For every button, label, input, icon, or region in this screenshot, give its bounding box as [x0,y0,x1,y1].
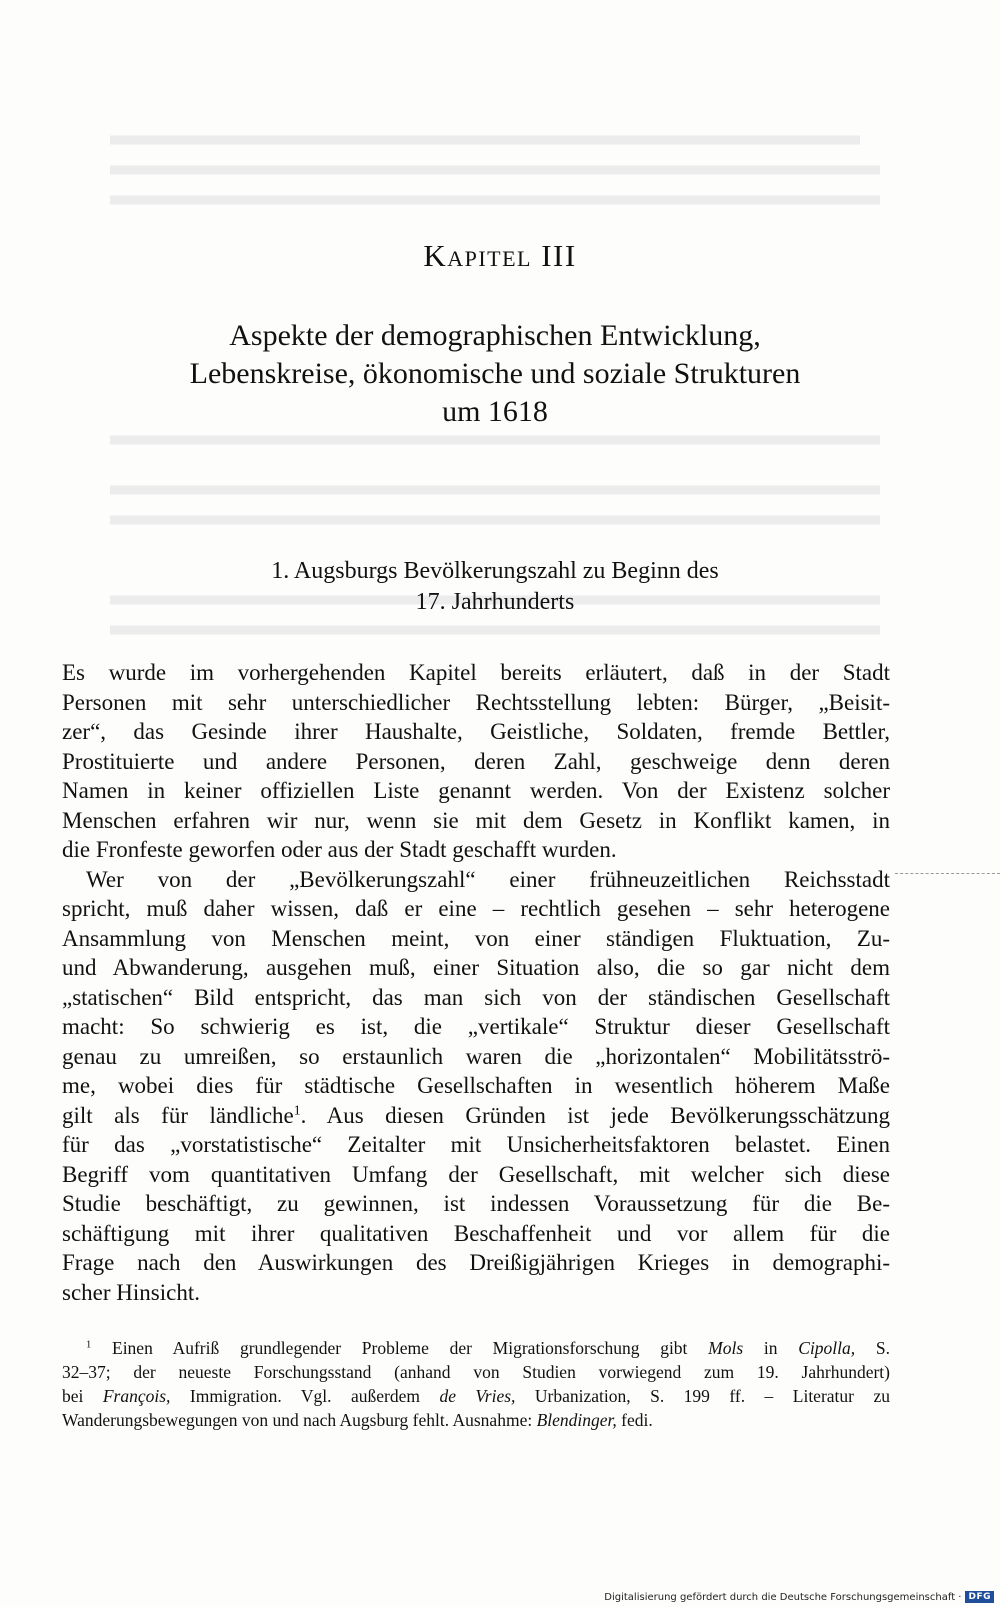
chapter-title-line: Lebenskreise, ökonomische und soziale Strukturen [189,357,801,390]
body-text [62,658,890,1307]
footnote-text: Wanderungsbewegungen von und nach Augsburg fehlt. Ausnahme: [62,1410,537,1430]
section-heading [60,556,930,618]
chapter-title [60,317,930,431]
source-name: Cipolla, [798,1338,856,1358]
dfg-logo[interactable]: DFG [965,1591,994,1603]
footnote-line [62,1384,890,1408]
text-line: Wer von der „Bevölkerungszahl“ einer frühneuzeitlichen Reichsstadt [86,866,890,892]
section-heading-line: 1. Augsburgs Bevölkerungszahl zu Beginn des [271,558,719,584]
author-name: Mols [708,1338,744,1358]
text-line: Prostituierte und andere Personen, deren Zahl, geschweige denn deren [62,748,890,774]
text-line: und Abwanderung, ausgehen muß, einer Situation also, die so gar nicht dem [62,955,890,980]
author-name: François, [102,1386,171,1406]
footnote-reference[interactable]: 1 [293,1102,301,1118]
footnote-line [62,1408,890,1432]
chapter-title-line: um 1618 [442,395,548,428]
text-line: Menschen erfahren wir nur, wenn sie mit dem Gesetz in Konflikt kamen, in [62,807,890,833]
text-line: die Fronfeste geworfen oder aus der Stadt geschafft wurden. [62,837,617,862]
text-line: Ansammlung von Menschen meint, von einer ständigen Fluktuation, Zu- [62,925,890,951]
text-line: zer“, das Gesinde ihrer Haushalte, Geistliche, Soldaten, fremde Bettler, [62,719,890,744]
footnote-text: bei [62,1386,103,1406]
text-line: „statischen“ Bild entspricht, das man sich von der ständischen Gesellschaft [62,984,890,1010]
scan-edge-mark [895,873,1000,874]
text-line: Es wurde im vorhergehenden Kapitel bereits erläutert, daß in der Stadt [62,660,890,685]
section-heading-line: 17. Jahrhunderts [415,589,575,615]
footnote-line [62,1336,890,1360]
footnote-text: Einen Aufriß grundlegender Probleme der Migrationsforschung gibt [112,1338,709,1358]
text-line: Frage nach den Auswirkungen des Dreißigjährigen Krieges in demographi- [62,1250,890,1275]
text-line: scher Hinsicht. [62,1279,200,1305]
text-line [62,1101,890,1131]
text-line: Namen in keiner offiziellen Liste genannt werden. Von der Existenz solcher [62,778,890,803]
footnote-text: S. [855,1338,890,1358]
text-line: Begriff vom quantitativen Umfang der Gesellschaft, mit welcher sich diese [62,1161,890,1187]
author-name: de Vries, [439,1386,516,1406]
text-line: Studie beschäftigt, zu gewinnen, ist indessen Voraussetzung für die Be- [62,1191,890,1216]
text-line: Personen mit sehr unterschiedlicher Rechtsstellung lebten: Bürger, „Beisit- [62,689,890,715]
text-fragment: gilt als für ländliche [62,1102,294,1128]
footnote-text: Urbanization, S. 199 ff. – Literatur zu [515,1386,890,1406]
text-line: spricht, muß daher wissen, daß er eine – rechtlich gesehen – sehr heterogene [62,896,890,921]
text-line: schäftigung mit ihrer qualitativen Beschaffenheit und vor allem für die [62,1220,890,1246]
footnote-line: 32–37; der neueste Forschungsstand (anhand von Studien vorwiegend zum 19. Jahrhundert) [62,1362,890,1382]
footnote [62,1336,890,1432]
text-line: me, wobei dies für städtische Gesellschaften in wesentlich höherem Maße [62,1073,890,1098]
author-name: Blendinger, [536,1410,617,1430]
footnote-text: in [743,1338,799,1358]
footnote-text: fedi. [616,1410,653,1430]
chapter-label: Kapitel III [423,238,577,273]
text-fragment: . Aus diesen Gründen ist jede Bevölkerungsschätzung [300,1102,890,1128]
credit-text: Digitalisierung gefördert durch die Deutsche Forschungsgemeinschaft · [604,1591,962,1603]
text-line: genau zu umreißen, so erstaunlich waren die „horizontalen“ Mobilitätsströ- [62,1043,890,1069]
text-line: für das „vorstatistische“ Zeitalter mit Unsicherheitsfaktoren belastet. Einen [62,1132,890,1157]
footnote-marker: 1 [86,1339,92,1351]
text-line: macht: So schwierig es ist, die „vertikale“ Struktur dieser Gesellschaft [62,1014,890,1039]
chapter-title-line: Aspekte der demographischen Entwicklung, [229,319,761,352]
digitization-credit [604,1591,994,1603]
footnote-text: Immigration. Vgl. außerdem [170,1386,440,1406]
